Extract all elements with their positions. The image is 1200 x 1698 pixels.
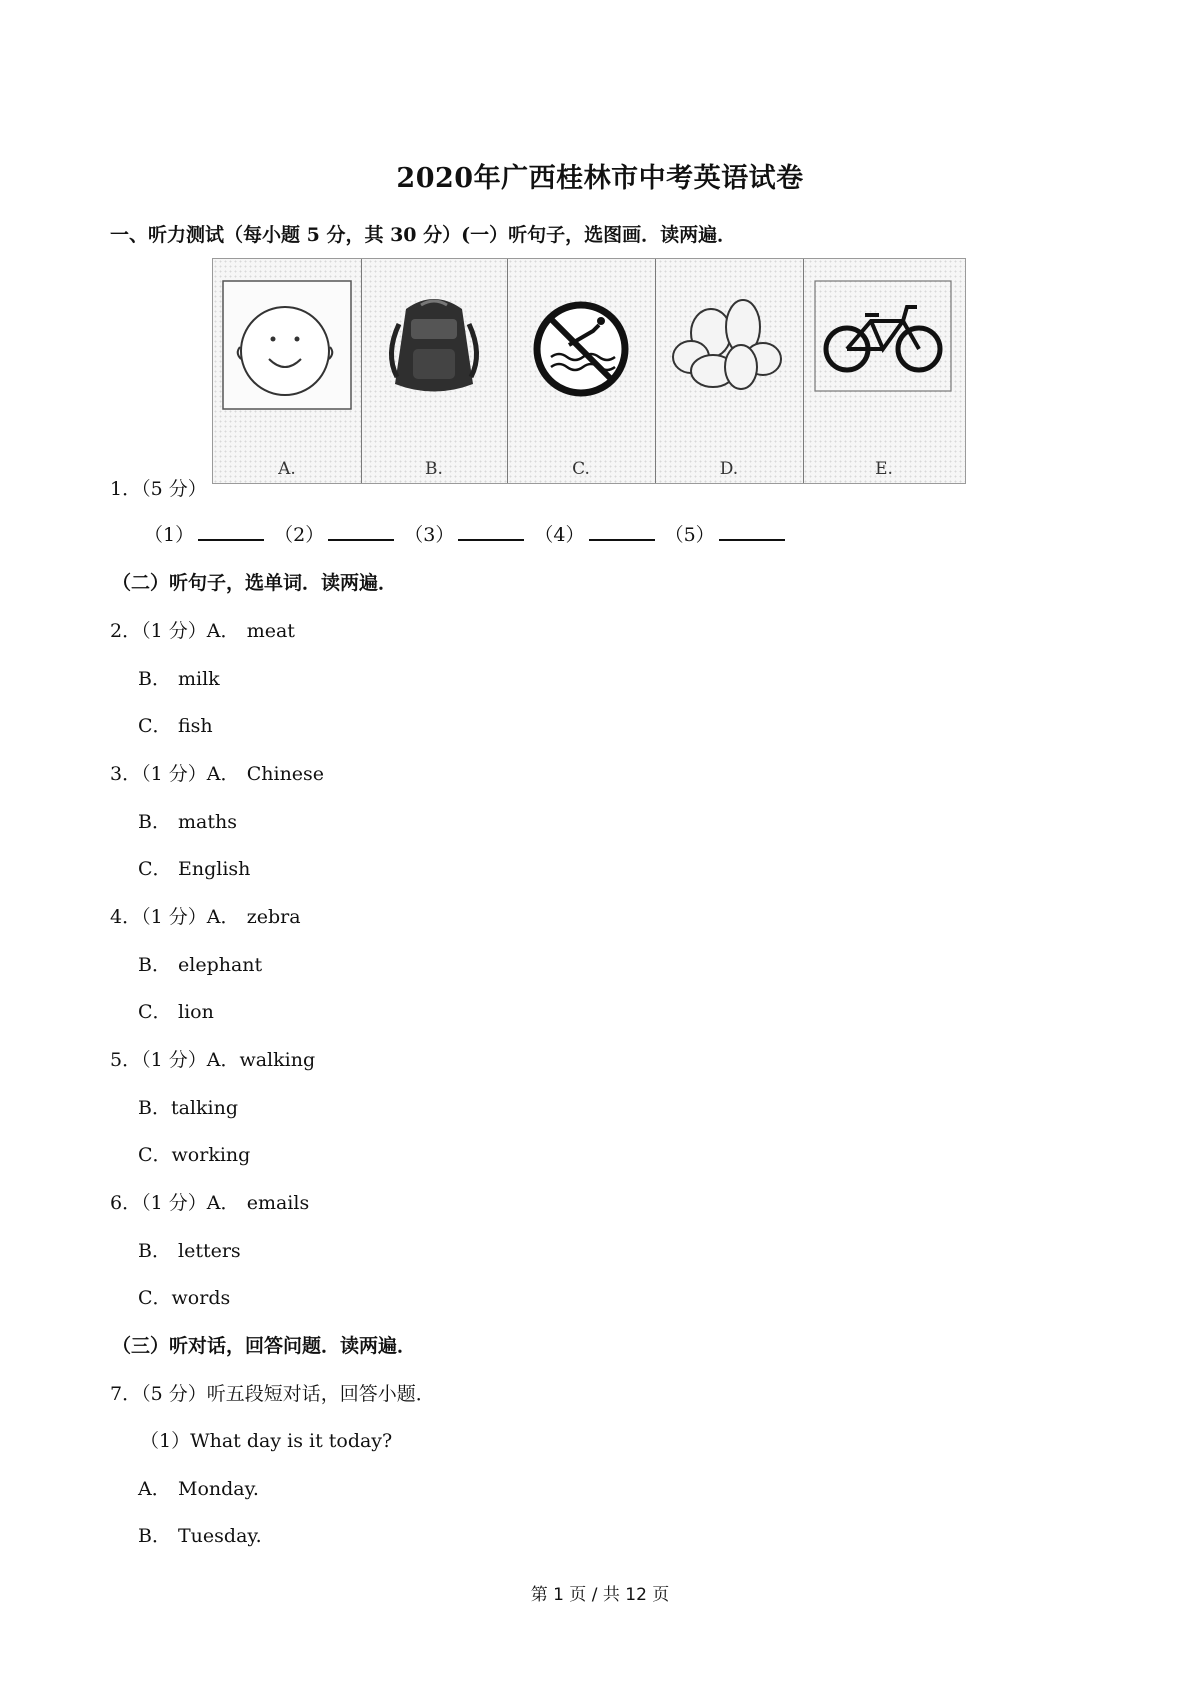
picture-label-b: B. xyxy=(425,459,443,479)
picture-panel-c xyxy=(507,259,656,483)
question-prompt: 听五段短对话，回答小题． xyxy=(206,1383,435,1405)
question-7-option-b xyxy=(138,1521,262,1548)
picture-panel-b xyxy=(361,259,508,483)
question-6-option-c xyxy=(138,1283,230,1310)
question-number: 5．（1 分） xyxy=(110,1049,207,1071)
question-3-option-c xyxy=(138,854,250,881)
question-2-option-c xyxy=(138,711,213,738)
option-text: maths xyxy=(178,811,237,833)
option-text: emails xyxy=(246,1192,310,1214)
question-5-option-c xyxy=(138,1140,250,1167)
option-text: lion xyxy=(178,1001,214,1023)
question-6-option-b xyxy=(138,1236,241,1263)
option-text: zebra xyxy=(246,906,301,928)
question-4 xyxy=(110,902,301,929)
section-heading-2: （二）听句子，选单词．读两遍． xyxy=(112,572,398,594)
picture-label-c: C. xyxy=(572,459,590,479)
option-letter: A． xyxy=(206,906,240,928)
page-footer: 第 1 页 / 共 12 页 xyxy=(530,1585,670,1605)
option-letter: B． xyxy=(138,668,171,690)
option-text: English xyxy=(178,858,251,880)
eggs-icon xyxy=(655,259,803,483)
question-7-sub-1: （1）What day is it today? xyxy=(140,1430,393,1452)
option-letter: A． xyxy=(138,1478,171,1500)
question-2-option-b xyxy=(138,664,220,691)
question-6 xyxy=(110,1188,309,1215)
option-text: working xyxy=(171,1144,251,1166)
question-number: 6．（1 分） xyxy=(110,1192,207,1214)
page-title: 2020年广西桂林市中考英语试卷 xyxy=(396,163,804,194)
answer-blank-2[interactable] xyxy=(328,521,394,541)
picture-panel-e xyxy=(803,259,965,483)
option-letter: C． xyxy=(138,1144,172,1166)
option-text: milk xyxy=(178,668,220,690)
option-text: letters xyxy=(178,1240,241,1262)
option-letter: C． xyxy=(138,715,172,737)
option-letter: C． xyxy=(138,1001,172,1023)
question-number: 3．（1 分） xyxy=(110,763,207,785)
option-text: Tuesday. xyxy=(178,1525,262,1547)
question-4-option-b xyxy=(138,950,262,977)
option-letter: A． xyxy=(206,620,240,642)
blank-label-2: （2） xyxy=(274,524,325,546)
question-5-option-b xyxy=(138,1093,238,1120)
option-letter: B． xyxy=(138,1525,171,1547)
option-text: walking xyxy=(239,1049,316,1071)
picture-label-a: A. xyxy=(278,459,296,479)
option-letter: B． xyxy=(138,954,171,976)
option-text: words xyxy=(171,1287,231,1309)
answer-blank-5[interactable] xyxy=(719,521,785,541)
blank-label-3: （3） xyxy=(404,524,455,546)
option-text: elephant xyxy=(178,954,263,976)
option-letter: A． xyxy=(206,1192,240,1214)
option-letter: C． xyxy=(138,1287,172,1309)
blank-label-1: （1） xyxy=(144,524,195,546)
option-text: meat xyxy=(246,620,295,642)
picture-strip xyxy=(212,258,966,484)
picture-label-e: E. xyxy=(875,459,893,479)
answer-blank-1[interactable] xyxy=(198,521,264,541)
option-text: Monday. xyxy=(178,1478,259,1500)
question-5 xyxy=(110,1045,315,1072)
question-1-blanks xyxy=(144,520,789,547)
picture-label-d: D. xyxy=(719,459,739,479)
answer-blank-4[interactable] xyxy=(589,521,655,541)
smiley-face-icon xyxy=(213,259,361,483)
option-text: Chinese xyxy=(246,763,325,785)
blank-label-4: （4） xyxy=(534,524,585,546)
option-text: talking xyxy=(170,1097,238,1119)
option-letter: B． xyxy=(138,1097,171,1119)
option-letter: A． xyxy=(206,763,240,785)
question-number: 7．（5 分） xyxy=(110,1383,207,1405)
section-heading-1: 一、听力测试（每小题 5 分，其 30 分）(一）听句子，选图画．读两遍． xyxy=(110,224,737,246)
question-3 xyxy=(110,759,324,786)
question-7 xyxy=(110,1379,435,1406)
section-heading-3: （三）听对话，回答问题．读两遍． xyxy=(112,1335,417,1357)
picture-panel-d xyxy=(655,259,804,483)
question-number: 4．（1 分） xyxy=(110,906,207,928)
option-letter: C． xyxy=(138,858,172,880)
question-2 xyxy=(110,616,295,643)
question-7-option-a xyxy=(138,1474,259,1501)
question-number: 2．（1 分） xyxy=(110,620,207,642)
option-letter: B． xyxy=(138,811,171,833)
question-1-number: 1．（5 分） xyxy=(110,478,207,500)
question-4-option-c xyxy=(138,997,214,1024)
option-letter: B． xyxy=(138,1240,171,1262)
option-text: fish xyxy=(178,715,213,737)
option-letter: A． xyxy=(206,1049,240,1071)
blank-label-5: （5） xyxy=(664,524,715,546)
backpack-icon xyxy=(361,259,507,483)
no-swimming-icon xyxy=(507,259,655,483)
bicycle-icon xyxy=(803,259,965,483)
question-3-option-b xyxy=(138,807,237,834)
answer-blank-3[interactable] xyxy=(458,521,524,541)
picture-panel-a xyxy=(213,259,362,483)
